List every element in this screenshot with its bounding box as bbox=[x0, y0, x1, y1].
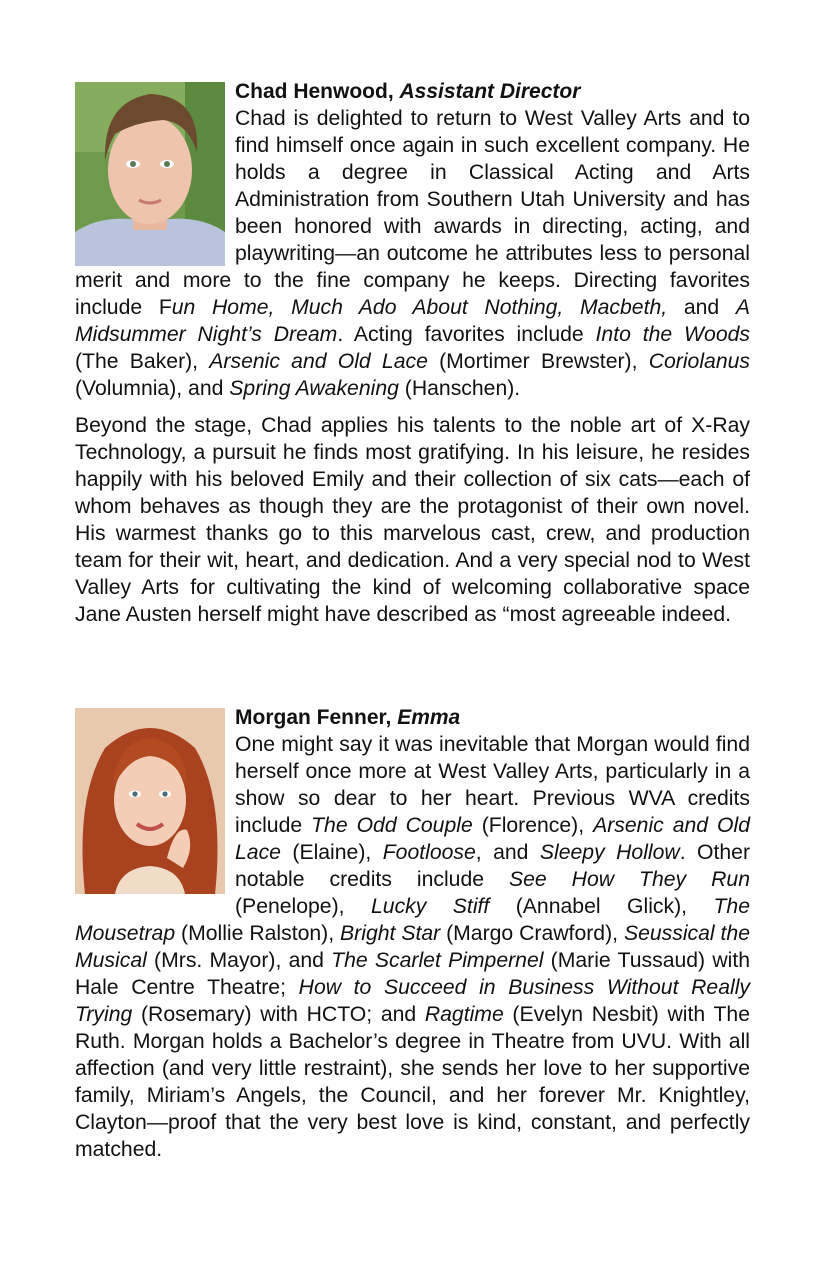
bio-paragraph-2: Beyond the stage, Chad applies his talents to the noble art of X-Ray Technology, a pursuit he finds most gratifying. In his leisure, he resides happily with his beloved Emily and their collection of six cats—each of whom behaves as though they are the protagonist of their own novel. His warmest thanks go to this marvelous cast, crew, and production team for their wit, heart, and dedication. And a very special nod to West Valley Arts for cultivating the kind of welcoming collaborative space Jane Austen herself might have described as “most agreeable indeed. bbox=[75, 414, 750, 626]
headshot-chad-henwood bbox=[75, 82, 225, 266]
bio-chad-henwood bbox=[75, 78, 750, 628]
bio-paragraph-1: Chad is delighted to return to West Valley Arts and to find himself once again in such excellent company. He holds a degree in Classical Acting and Arts Administration from Southern Utah University and has been honored with awards in directing, acting, and playwriting—an outcome he attributes less to personal merit and more to the fine company he keeps. Directing favorites include Fun Home, Much Ado About Nothing, Macbeth, and A Midsummer Night’s Dream. Acting favorites include Into the Woods (The Baker), Arsenic and Old Lace (Mortimer Brewster), Coriolanus (Volumnia), and Spring Awakening (Hanschen). bbox=[75, 107, 750, 400]
bio-paragraph-1: One might say it was inevitable that Morgan would find herself once more at West Valley Arts, particularly in a show so dear to her heart. Previous WVA credits include The Odd Couple (Florence), Arsenic and Old Lace (Elaine), Footloose, and Sleepy Hollow. Other notable credits include See How They Run (Penelope), Lucky Stiff (Annabel Glick), The Mousetrap (Mollie Ralston), Bright Star (Margo Crawford), Seussical the Musical (Mrs. Mayor), and The Scarlet Pimpernel (Marie Tussaud) with Hale Centre Theatre; How to Succeed in Business Without Really Trying (Rosemary) with HCTO; and Ragtime (Evelyn Nesbit) with The Ruth. Morgan holds a Bachelor’s degree in Theatre from UVU. With all affection (and very little restraint), she sends her love to her supportive family, Miriam’s Angels, the Council, and her forever Mr. Knightley, Clayton—proof that the very best love is kind, constant, and perfectly matched. bbox=[75, 733, 751, 1161]
headshot-photo-young-man bbox=[75, 82, 225, 266]
bio-name-heading: Chad Henwood, Assistant Director bbox=[235, 80, 581, 103]
bio-name-heading: Morgan Fenner, Emma bbox=[235, 706, 461, 729]
headshot-photo-woman bbox=[75, 708, 225, 894]
bio-morgan-fenner bbox=[75, 704, 750, 1163]
headshot-morgan-fenner bbox=[75, 708, 225, 894]
